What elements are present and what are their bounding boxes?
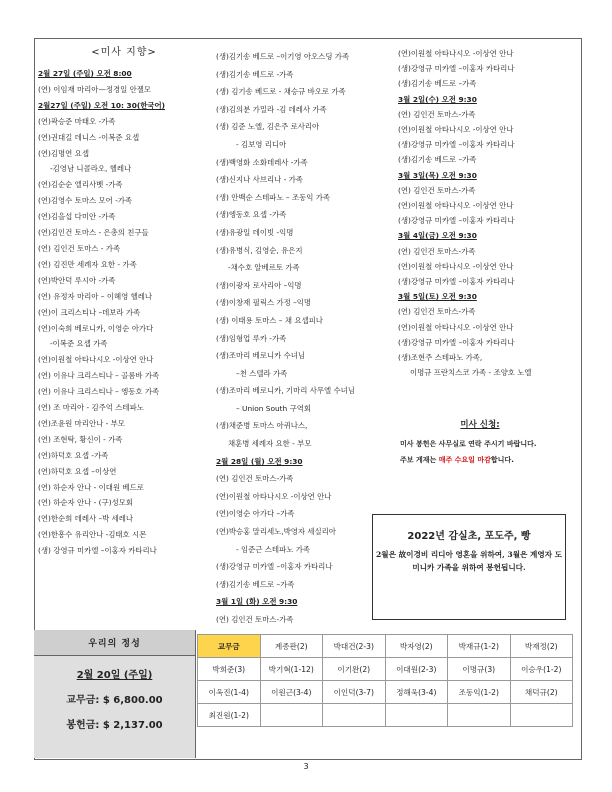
intention-line: (생)강영규 미카엘 –이홍자 카타리나 xyxy=(398,216,515,226)
table-cell: 박재규(1-2) xyxy=(448,635,511,658)
intention-line: (연)권대길 데니스 -이복준 요셉 xyxy=(38,132,140,142)
table-cell: 이대원(2-3) xyxy=(385,658,448,681)
intention-line: – Union South 구역회 xyxy=(236,403,311,413)
tithe-table xyxy=(197,634,573,727)
intention-line: -이복준 요셉 가족 xyxy=(50,339,108,349)
intention-line: (생)유병식, 김영순, 유은지 xyxy=(216,245,303,255)
table-cell: 정해욱(3-4) xyxy=(385,681,448,704)
intention-line: (연) 김인건 토마스 - 가족 xyxy=(38,243,121,253)
table-cell xyxy=(323,704,386,727)
intention-line: (생)조마리 베로니카 수녀님 xyxy=(216,351,305,361)
intention-line: (연)하덕호 요셉 -가족 xyxy=(38,450,109,460)
intention-line: (연) 김인건 토마스-가족 xyxy=(398,109,476,119)
intention-line: (연) 이유나 크리스티나 – 골롬바 가족 xyxy=(38,371,160,381)
table-cell: 이승우(1-2) xyxy=(510,658,573,681)
intention-line: (연)하덕호 요셉 –이상연 xyxy=(38,466,117,476)
intention-line: (생)백영화 소화데레사 -가족 xyxy=(216,157,308,167)
date-header: 2월27일 (주일) 오전 10: 30(한국어) xyxy=(38,100,166,110)
table-cell: 박희준(3) xyxy=(198,658,261,681)
offering-date: 2월 20일 (주일) xyxy=(76,670,153,681)
intention-line: (생)강영규 미카엘 –이홍자 카타리나 xyxy=(216,562,333,572)
table-cell xyxy=(385,704,448,727)
intention-line: (생)신지나 사브리나 - 가족 xyxy=(216,175,303,185)
intention-line: (연)이영순 아가다 –가족 xyxy=(216,509,295,519)
intention-line: (생)김의분 가밀라 -김 데레사 가족 xyxy=(216,104,327,114)
intention-line: (연) 김인건 토마스-가족 xyxy=(398,185,476,195)
page-number: 3 xyxy=(303,762,309,771)
intention-line: (연)이원철 아타나시오 -이상연 안나 xyxy=(398,201,514,211)
intention-line: (연)박승홍 말리세노,박영자 세실리아 xyxy=(216,527,336,537)
date-header: 3월 4일(금) 오전 9:30 xyxy=(398,231,477,241)
intention-line: (연)김영수 토마스 모어 -가족 xyxy=(38,196,133,206)
table-cell: 박재정(2) xyxy=(510,635,573,658)
table-cell: 이기완(2) xyxy=(323,658,386,681)
intention-line: (생) 강영규 미카엘 –이홍자 카타리나 xyxy=(38,546,157,556)
table-cell: 최진원(1-2) xyxy=(198,704,261,727)
intention-line: (연) 조 마리아 - 김주억 스테파노 xyxy=(38,403,144,413)
intention-line: (생)강영규 미카엘 –이홍자 카타리나 xyxy=(398,64,515,74)
intention-line: (연)이숙희 베로니카, 이영순 아가다 xyxy=(38,323,154,333)
table-cell: 박대건(2-3) xyxy=(323,635,386,658)
intention-line: (생) 안백순 스테파노 – 조동익 가족 xyxy=(216,192,331,202)
intention-line: (생)채준병 토마스 아퀴나스, xyxy=(216,421,308,431)
intention-line: (생) 김기송 베드로 - 채승규 바오로 가족 xyxy=(216,87,346,97)
intention-line: (연) 유정자 마리아 – 이혜영 헬레나 xyxy=(38,291,153,301)
intention-line: (생)이창재 필릭스 가정 –익명 xyxy=(216,298,312,308)
intention-line: (생)조현주 스테파노 가족, xyxy=(398,353,483,363)
intention-line: (생)김기송 베드로 -가족 xyxy=(216,69,294,79)
intention-line: 이명규 프란치스코 가족 - 조양호 노엘 xyxy=(410,368,532,378)
intention-line: (생)조마리 베로니카, 기마리 사무엘 수녀님 xyxy=(216,386,355,396)
date-header: 3월 3일(목) 오전 9:30 xyxy=(398,170,477,180)
mass-request-title: 미사 신청: xyxy=(460,420,500,430)
date-header: 3월 1일 (화) 오전 9:30 xyxy=(216,597,298,607)
intention-line: (연) 김인건 토마스-가족 xyxy=(216,615,294,624)
offering-kyomu: 교무금: $ 6,800.00 xyxy=(66,695,163,706)
offerings-title: 2022년 감실초, 포도주, 빵 xyxy=(407,531,531,542)
table-cell: 박기혁(1-12) xyxy=(260,658,323,681)
intention-line: (생)강영규 미카엘 –이홍자 카타리나 xyxy=(398,277,515,287)
intention-line: (생) 이태용 토마스 – 채 요셉피나 xyxy=(216,315,323,325)
intention-line: (연) 하순자 안나 - (구)성모회 xyxy=(38,498,133,508)
mass-intentions-col2 xyxy=(216,48,396,629)
intention-line: (연)이 크리스티나 –데보라 가족 xyxy=(38,307,141,317)
intention-line: (연) 하순자 안나 - 이대원 베드로 xyxy=(38,482,144,492)
intention-line: (연)한흥수 유리안나 -김태호 시몬 xyxy=(38,530,147,540)
table-cell: 계종판(2) xyxy=(260,635,323,658)
table-cell: 교무금 xyxy=(198,635,261,658)
intention-line: (연) 김인건 토마스-가족 xyxy=(216,474,294,484)
intention-line: - 김보영 리디아 xyxy=(236,139,287,149)
intention-line: (연) 이유나 크리스티나 – 엥동호 가족 xyxy=(38,387,160,397)
date-header: 3월 2일(수) 오전 9:30 xyxy=(398,94,477,104)
table-cell: 이인덕(3-7) xyxy=(323,681,386,704)
table-cell: 채덕규(2) xyxy=(510,681,573,704)
offerings-body: 2월은 故이경비 리디아 영혼을 위하여, 3월은 계영자 도미니카 가족을 위하여 봉헌됩니다. xyxy=(375,550,563,572)
intention-line: (연)이원철 아타나시오 -이상연 안나 xyxy=(398,49,514,58)
intention-line: -김영남 니콜라오, 헬레나 xyxy=(50,164,132,174)
mass-intentions-col1 xyxy=(38,46,210,559)
table-cell: 이옥진(1-4) xyxy=(198,681,261,704)
intention-line: 채훈병 세례자 요한 - 부모 xyxy=(228,439,312,449)
intention-line: (연)김순순 엘리사벳 -가족 xyxy=(38,180,123,190)
table-row xyxy=(198,635,573,658)
table-row xyxy=(198,658,573,681)
intention-line: -채수호 알베르토 가족 xyxy=(228,263,300,273)
offering-title: 우리의 정성 xyxy=(34,630,195,656)
offering-bonghun: 봉헌금: $ 2,137.00 xyxy=(66,720,163,731)
intention-line: (생)엥동호 요셉 -가족 xyxy=(216,210,287,220)
intention-line: (연)이원철 아타나시오 -이상연 안나 xyxy=(398,125,514,135)
intention-line: (연)이원철 아타나시오 -이상연 안나 xyxy=(38,355,154,365)
intention-line: (연)조윤원 마리안나 - 부모 xyxy=(38,418,125,428)
mass-intentions-col3 xyxy=(398,46,578,380)
intention-line: (생)김기송 베드로 –이기영 아오스딩 가족 xyxy=(216,52,350,61)
intention-line: (생)강영규 미카엘 –이홍자 카타리나 xyxy=(398,337,515,347)
intention-line: (생)김기송 베드로 –가족 xyxy=(398,79,477,89)
table-cell: 이명규(3) xyxy=(448,658,511,681)
mass-request-line2: 주보 게재는 매주 수요일 마감합니다. xyxy=(400,456,514,464)
intention-line: (생)강영규 미카엘 –이홍자 카타리나 xyxy=(398,140,515,150)
table-cell xyxy=(260,704,323,727)
intention-line: (연)한순희 데레사 –박 세레나 xyxy=(38,514,134,524)
date-header: 2월 28일 (월) 오전 9:30 xyxy=(216,456,303,466)
table-cell: 이원근(3-4) xyxy=(260,681,323,704)
intention-line: (생)김기송 베드로 –가족 xyxy=(398,155,477,165)
intention-line: (연)김인건 토마스 - 은총의 친구들 xyxy=(38,228,149,238)
mass-request-line1: 미사 봉헌은 사무실로 연락 주시기 바랍니다. xyxy=(400,440,537,448)
table-cell xyxy=(510,704,573,727)
intention-line: (연)곽승준 마태오 -가족 xyxy=(38,116,116,126)
intention-line: (연)이원철 아타나시오 -이상연 안나 xyxy=(398,322,514,332)
intention-line: (연)김명연 요셉 xyxy=(38,148,89,158)
intention-line: (생)유광일 데이빗 -익명 xyxy=(216,227,294,237)
mass-request-box xyxy=(400,418,560,468)
intention-line: (연)김을섭 다미안 -가족 xyxy=(38,212,116,222)
section-title: <미사 지향> xyxy=(91,47,157,58)
intention-line: (연) 김인건 토마스-가족 xyxy=(398,307,476,317)
intention-line: (연) 이임재 마리아—정경일 안젤모 xyxy=(38,84,152,94)
intention-line: (생)임형업 루카 -가족 xyxy=(216,333,287,343)
intention-line: (생) 김준 노엘, 김은주 로사리아 xyxy=(216,122,320,132)
offering-summary xyxy=(34,630,196,758)
table-row xyxy=(198,704,573,727)
intention-line: (연)이원철 아타나시오 -이상연 안나 xyxy=(216,491,332,501)
intention-line: - 임준근 스테파노 가족 xyxy=(236,544,310,554)
intention-line: (연) 조현탁, 황신이 - 가족 xyxy=(38,434,123,444)
table-cell: 조동익(1-2) xyxy=(448,681,511,704)
table-cell: 박자영(2) xyxy=(385,635,448,658)
table-row xyxy=(198,681,573,704)
intention-line: (생)김기송 베드로 –가족 xyxy=(216,579,295,589)
intention-line: (연) 김인건 토마스-가족 xyxy=(398,246,476,256)
table-cell xyxy=(448,704,511,727)
date-header: 2월 27일 (주일) 오전 8:00 xyxy=(38,69,132,78)
intention-line: (연)박안덕 루시아 -가족 xyxy=(38,275,116,285)
date-header: 3월 5일(토) 오전 9:30 xyxy=(398,292,477,302)
offerings-box xyxy=(372,514,566,620)
intention-line: (생)이광자 로사리아 –익명 xyxy=(216,280,302,290)
intention-line: (연)이원철 아타나시오 -이상연 안나 xyxy=(398,261,514,271)
intention-line: –천 스텔라 가족 xyxy=(236,368,288,378)
intention-line: (연) 김진만 세례자 요한 - 가족 xyxy=(38,259,137,269)
